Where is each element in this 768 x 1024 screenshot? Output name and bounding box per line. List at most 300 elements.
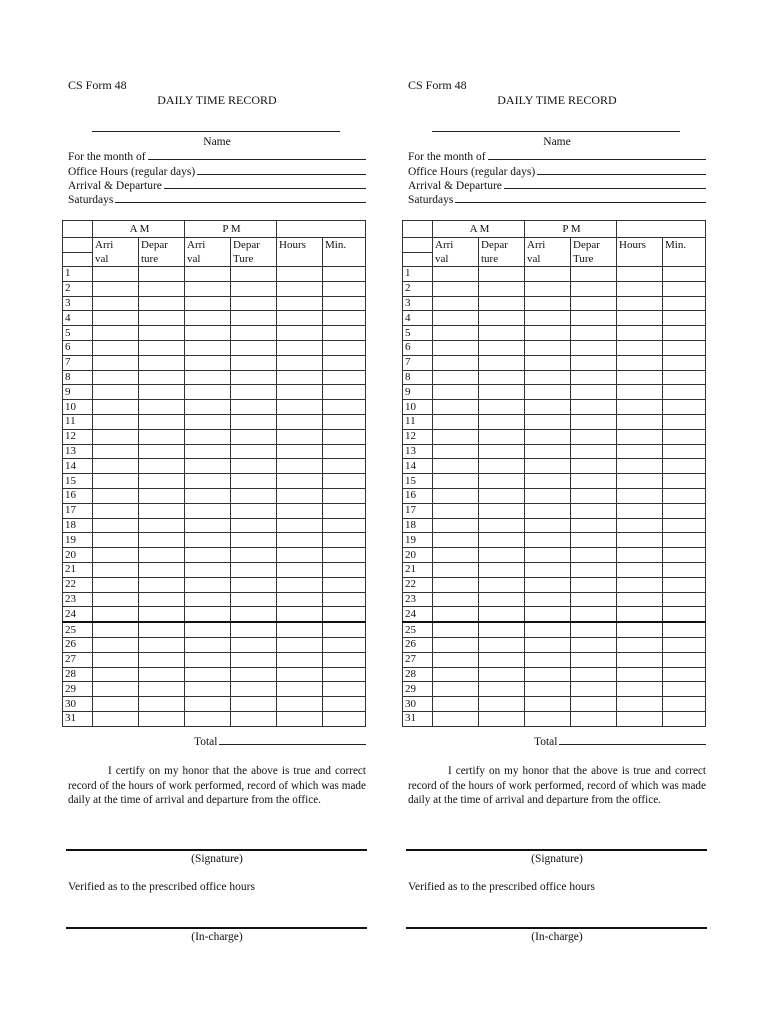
hours-cell[interactable]	[617, 548, 663, 563]
minutes-cell[interactable]	[663, 370, 706, 385]
pm-arrival-cell[interactable]	[525, 577, 571, 592]
pm-arrival-cell[interactable]	[185, 267, 231, 282]
pm-departure-cell[interactable]	[571, 548, 617, 563]
hours-cell[interactable]	[617, 711, 663, 726]
am-departure-cell[interactable]	[479, 667, 525, 682]
pm-departure-cell[interactable]	[571, 355, 617, 370]
minutes-cell[interactable]	[323, 562, 366, 577]
am-departure-cell[interactable]	[479, 652, 525, 667]
am-arrival-cell[interactable]	[93, 311, 139, 326]
pm-departure-cell[interactable]	[571, 592, 617, 607]
am-arrival-cell[interactable]	[433, 533, 479, 548]
pm-arrival-cell[interactable]	[185, 652, 231, 667]
minutes-cell[interactable]	[663, 414, 706, 429]
hours-cell[interactable]	[617, 267, 663, 282]
am-departure-cell[interactable]	[139, 652, 185, 667]
pm-arrival-cell[interactable]	[185, 385, 231, 400]
pm-arrival-cell[interactable]	[185, 697, 231, 712]
pm-arrival-cell[interactable]	[185, 518, 231, 533]
am-departure-cell[interactable]	[139, 562, 185, 577]
pm-arrival-cell[interactable]	[525, 355, 571, 370]
arrival-departure-field[interactable]	[68, 178, 366, 192]
am-departure-cell[interactable]	[479, 637, 525, 652]
pm-arrival-cell[interactable]	[185, 667, 231, 682]
am-arrival-cell[interactable]	[433, 577, 479, 592]
pm-departure-cell[interactable]	[231, 459, 277, 474]
am-departure-cell[interactable]	[479, 326, 525, 341]
pm-arrival-cell[interactable]	[185, 503, 231, 518]
am-departure-cell[interactable]	[479, 711, 525, 726]
am-departure-cell[interactable]	[139, 459, 185, 474]
pm-arrival-cell[interactable]	[525, 667, 571, 682]
minutes-cell[interactable]	[663, 340, 706, 355]
hours-cell[interactable]	[277, 429, 323, 444]
hours-cell[interactable]	[277, 459, 323, 474]
am-arrival-cell[interactable]	[433, 296, 479, 311]
minutes-cell[interactable]	[663, 592, 706, 607]
pm-departure-cell[interactable]	[571, 326, 617, 341]
pm-departure-cell[interactable]	[571, 340, 617, 355]
am-arrival-cell[interactable]	[433, 459, 479, 474]
incharge-line[interactable]	[66, 927, 367, 929]
hours-cell[interactable]	[617, 429, 663, 444]
am-departure-cell[interactable]	[139, 474, 185, 489]
minutes-cell[interactable]	[663, 296, 706, 311]
am-departure-cell[interactable]	[479, 488, 525, 503]
am-arrival-cell[interactable]	[93, 429, 139, 444]
hours-cell[interactable]	[617, 518, 663, 533]
am-departure-cell[interactable]	[139, 296, 185, 311]
pm-arrival-cell[interactable]	[185, 444, 231, 459]
minutes-cell[interactable]	[323, 311, 366, 326]
pm-departure-cell[interactable]	[571, 296, 617, 311]
hours-cell[interactable]	[277, 503, 323, 518]
hours-cell[interactable]	[277, 370, 323, 385]
pm-departure-cell[interactable]	[231, 622, 277, 637]
office-hours-field[interactable]	[68, 164, 366, 178]
minutes-cell[interactable]	[323, 281, 366, 296]
minutes-cell[interactable]	[663, 533, 706, 548]
pm-departure-cell[interactable]	[231, 503, 277, 518]
pm-departure-cell[interactable]	[231, 281, 277, 296]
hours-cell[interactable]	[277, 652, 323, 667]
hours-cell[interactable]	[617, 503, 663, 518]
pm-departure-cell[interactable]	[231, 385, 277, 400]
pm-arrival-cell[interactable]	[525, 326, 571, 341]
am-arrival-cell[interactable]	[433, 400, 479, 415]
saturdays-field[interactable]	[68, 192, 366, 206]
am-departure-cell[interactable]	[139, 326, 185, 341]
am-arrival-cell[interactable]	[93, 414, 139, 429]
pm-departure-cell[interactable]	[231, 697, 277, 712]
hours-cell[interactable]	[277, 592, 323, 607]
am-arrival-cell[interactable]	[433, 370, 479, 385]
hours-cell[interactable]	[617, 385, 663, 400]
am-arrival-cell[interactable]	[93, 340, 139, 355]
pm-departure-cell[interactable]	[571, 488, 617, 503]
minutes-cell[interactable]	[663, 667, 706, 682]
pm-departure-cell[interactable]	[571, 414, 617, 429]
pm-departure-cell[interactable]	[571, 562, 617, 577]
hours-cell[interactable]	[277, 296, 323, 311]
pm-departure-cell[interactable]	[571, 267, 617, 282]
am-departure-cell[interactable]	[139, 385, 185, 400]
pm-arrival-cell[interactable]	[525, 370, 571, 385]
am-arrival-cell[interactable]	[433, 637, 479, 652]
am-departure-cell[interactable]	[139, 667, 185, 682]
am-departure-cell[interactable]	[479, 474, 525, 489]
minutes-cell[interactable]	[323, 429, 366, 444]
pm-arrival-cell[interactable]	[185, 429, 231, 444]
hours-cell[interactable]	[277, 577, 323, 592]
pm-departure-cell[interactable]	[231, 577, 277, 592]
hours-cell[interactable]	[277, 637, 323, 652]
name-field[interactable]	[92, 131, 340, 132]
am-departure-cell[interactable]	[479, 281, 525, 296]
pm-arrival-cell[interactable]	[185, 370, 231, 385]
am-arrival-cell[interactable]	[93, 711, 139, 726]
pm-departure-cell[interactable]	[231, 267, 277, 282]
pm-departure-cell[interactable]	[571, 533, 617, 548]
pm-departure-cell[interactable]	[571, 652, 617, 667]
pm-departure-cell[interactable]	[571, 577, 617, 592]
pm-arrival-cell[interactable]	[525, 548, 571, 563]
pm-departure-cell[interactable]	[231, 429, 277, 444]
hours-cell[interactable]	[617, 311, 663, 326]
hours-cell[interactable]	[617, 622, 663, 637]
hours-cell[interactable]	[277, 548, 323, 563]
am-arrival-cell[interactable]	[433, 711, 479, 726]
am-departure-cell[interactable]	[139, 711, 185, 726]
am-arrival-cell[interactable]	[433, 414, 479, 429]
minutes-cell[interactable]	[663, 355, 706, 370]
am-arrival-cell[interactable]	[93, 444, 139, 459]
minutes-cell[interactable]	[323, 414, 366, 429]
am-departure-cell[interactable]	[139, 533, 185, 548]
pm-arrival-cell[interactable]	[525, 592, 571, 607]
minutes-cell[interactable]	[663, 488, 706, 503]
pm-departure-cell[interactable]	[571, 311, 617, 326]
pm-departure-cell[interactable]	[571, 503, 617, 518]
am-departure-cell[interactable]	[479, 592, 525, 607]
am-departure-cell[interactable]	[139, 281, 185, 296]
am-departure-cell[interactable]	[479, 370, 525, 385]
minutes-cell[interactable]	[663, 711, 706, 726]
pm-departure-cell[interactable]	[571, 385, 617, 400]
pm-arrival-cell[interactable]	[525, 503, 571, 518]
minutes-cell[interactable]	[323, 340, 366, 355]
hours-cell[interactable]	[617, 370, 663, 385]
hours-cell[interactable]	[277, 474, 323, 489]
pm-departure-cell[interactable]	[231, 400, 277, 415]
hours-cell[interactable]	[617, 296, 663, 311]
am-arrival-cell[interactable]	[93, 682, 139, 697]
pm-departure-cell[interactable]	[231, 340, 277, 355]
pm-departure-cell[interactable]	[571, 518, 617, 533]
pm-departure-cell[interactable]	[231, 326, 277, 341]
am-arrival-cell[interactable]	[433, 281, 479, 296]
minutes-cell[interactable]	[323, 488, 366, 503]
am-departure-cell[interactable]	[479, 311, 525, 326]
name-field[interactable]	[432, 131, 680, 132]
am-arrival-cell[interactable]	[93, 592, 139, 607]
pm-arrival-cell[interactable]	[185, 622, 231, 637]
minutes-cell[interactable]	[323, 607, 366, 622]
pm-arrival-cell[interactable]	[525, 533, 571, 548]
minutes-cell[interactable]	[323, 326, 366, 341]
minutes-cell[interactable]	[663, 518, 706, 533]
pm-arrival-cell[interactable]	[525, 518, 571, 533]
am-arrival-cell[interactable]	[93, 326, 139, 341]
hours-cell[interactable]	[277, 697, 323, 712]
pm-arrival-cell[interactable]	[525, 340, 571, 355]
pm-departure-cell[interactable]	[571, 474, 617, 489]
pm-arrival-cell[interactable]	[185, 281, 231, 296]
arrival-departure-field[interactable]	[408, 178, 706, 192]
am-arrival-cell[interactable]	[433, 267, 479, 282]
month-field[interactable]	[408, 149, 706, 163]
am-arrival-cell[interactable]	[93, 488, 139, 503]
am-departure-cell[interactable]	[139, 592, 185, 607]
am-departure-cell[interactable]	[139, 607, 185, 622]
am-arrival-cell[interactable]	[93, 385, 139, 400]
am-arrival-cell[interactable]	[93, 533, 139, 548]
pm-arrival-cell[interactable]	[525, 607, 571, 622]
am-departure-cell[interactable]	[479, 267, 525, 282]
minutes-cell[interactable]	[663, 267, 706, 282]
pm-departure-cell[interactable]	[231, 592, 277, 607]
am-departure-cell[interactable]	[139, 548, 185, 563]
signature-line[interactable]	[66, 849, 367, 851]
hours-cell[interactable]	[617, 682, 663, 697]
pm-arrival-cell[interactable]	[525, 697, 571, 712]
pm-arrival-cell[interactable]	[185, 682, 231, 697]
pm-arrival-cell[interactable]	[185, 311, 231, 326]
pm-departure-cell[interactable]	[231, 488, 277, 503]
am-arrival-cell[interactable]	[93, 697, 139, 712]
hours-cell[interactable]	[277, 385, 323, 400]
am-departure-cell[interactable]	[139, 682, 185, 697]
pm-departure-cell[interactable]	[571, 281, 617, 296]
hours-cell[interactable]	[617, 444, 663, 459]
pm-arrival-cell[interactable]	[185, 474, 231, 489]
am-departure-cell[interactable]	[479, 400, 525, 415]
hours-cell[interactable]	[617, 592, 663, 607]
am-arrival-cell[interactable]	[433, 548, 479, 563]
hours-cell[interactable]	[617, 459, 663, 474]
minutes-cell[interactable]	[663, 652, 706, 667]
hours-cell[interactable]	[277, 326, 323, 341]
hours-cell[interactable]	[617, 577, 663, 592]
pm-arrival-cell[interactable]	[525, 429, 571, 444]
minutes-cell[interactable]	[663, 697, 706, 712]
pm-arrival-cell[interactable]	[525, 267, 571, 282]
minutes-cell[interactable]	[323, 533, 366, 548]
am-departure-cell[interactable]	[139, 267, 185, 282]
pm-arrival-cell[interactable]	[185, 577, 231, 592]
pm-departure-cell[interactable]	[571, 370, 617, 385]
am-departure-cell[interactable]	[139, 340, 185, 355]
hours-cell[interactable]	[617, 533, 663, 548]
month-field[interactable]	[68, 149, 366, 163]
minutes-cell[interactable]	[663, 577, 706, 592]
minutes-cell[interactable]	[323, 697, 366, 712]
saturdays-field[interactable]	[408, 192, 706, 206]
pm-arrival-cell[interactable]	[525, 622, 571, 637]
am-departure-cell[interactable]	[479, 622, 525, 637]
pm-arrival-cell[interactable]	[185, 562, 231, 577]
pm-departure-cell[interactable]	[231, 711, 277, 726]
am-arrival-cell[interactable]	[433, 385, 479, 400]
minutes-cell[interactable]	[663, 622, 706, 637]
am-arrival-cell[interactable]	[93, 459, 139, 474]
hours-cell[interactable]	[617, 652, 663, 667]
pm-departure-cell[interactable]	[231, 311, 277, 326]
pm-departure-cell[interactable]	[571, 429, 617, 444]
total-field[interactable]	[534, 736, 706, 748]
am-arrival-cell[interactable]	[93, 607, 139, 622]
am-arrival-cell[interactable]	[433, 652, 479, 667]
minutes-cell[interactable]	[663, 311, 706, 326]
hours-cell[interactable]	[617, 414, 663, 429]
office-hours-field[interactable]	[408, 164, 706, 178]
minutes-cell[interactable]	[663, 281, 706, 296]
pm-arrival-cell[interactable]	[525, 385, 571, 400]
am-departure-cell[interactable]	[139, 488, 185, 503]
am-arrival-cell[interactable]	[93, 281, 139, 296]
minutes-cell[interactable]	[323, 577, 366, 592]
hours-cell[interactable]	[277, 400, 323, 415]
pm-departure-cell[interactable]	[571, 459, 617, 474]
pm-arrival-cell[interactable]	[525, 711, 571, 726]
minutes-cell[interactable]	[323, 296, 366, 311]
pm-arrival-cell[interactable]	[525, 652, 571, 667]
hours-cell[interactable]	[617, 488, 663, 503]
pm-arrival-cell[interactable]	[525, 444, 571, 459]
minutes-cell[interactable]	[323, 474, 366, 489]
am-arrival-cell[interactable]	[433, 503, 479, 518]
pm-arrival-cell[interactable]	[525, 488, 571, 503]
am-arrival-cell[interactable]	[433, 622, 479, 637]
hours-cell[interactable]	[617, 355, 663, 370]
pm-arrival-cell[interactable]	[185, 533, 231, 548]
am-departure-cell[interactable]	[139, 622, 185, 637]
am-arrival-cell[interactable]	[433, 326, 479, 341]
am-departure-cell[interactable]	[479, 548, 525, 563]
hours-cell[interactable]	[277, 488, 323, 503]
pm-departure-cell[interactable]	[571, 682, 617, 697]
minutes-cell[interactable]	[323, 444, 366, 459]
am-departure-cell[interactable]	[479, 355, 525, 370]
pm-departure-cell[interactable]	[571, 622, 617, 637]
minutes-cell[interactable]	[323, 622, 366, 637]
minutes-cell[interactable]	[323, 682, 366, 697]
pm-departure-cell[interactable]	[231, 355, 277, 370]
am-departure-cell[interactable]	[479, 533, 525, 548]
minutes-cell[interactable]	[663, 459, 706, 474]
hours-cell[interactable]	[277, 667, 323, 682]
minutes-cell[interactable]	[663, 474, 706, 489]
hours-cell[interactable]	[277, 355, 323, 370]
hours-cell[interactable]	[277, 562, 323, 577]
am-arrival-cell[interactable]	[93, 652, 139, 667]
pm-arrival-cell[interactable]	[185, 607, 231, 622]
pm-arrival-cell[interactable]	[185, 548, 231, 563]
pm-departure-cell[interactable]	[231, 414, 277, 429]
minutes-cell[interactable]	[323, 370, 366, 385]
am-departure-cell[interactable]	[139, 429, 185, 444]
am-departure-cell[interactable]	[139, 370, 185, 385]
minutes-cell[interactable]	[323, 667, 366, 682]
pm-departure-cell[interactable]	[571, 444, 617, 459]
hours-cell[interactable]	[617, 400, 663, 415]
pm-departure-cell[interactable]	[231, 518, 277, 533]
pm-arrival-cell[interactable]	[185, 592, 231, 607]
hours-cell[interactable]	[617, 340, 663, 355]
am-arrival-cell[interactable]	[93, 518, 139, 533]
minutes-cell[interactable]	[663, 682, 706, 697]
minutes-cell[interactable]	[323, 592, 366, 607]
minutes-cell[interactable]	[323, 400, 366, 415]
hours-cell[interactable]	[617, 474, 663, 489]
pm-arrival-cell[interactable]	[185, 326, 231, 341]
signature-line[interactable]	[406, 849, 707, 851]
am-arrival-cell[interactable]	[433, 697, 479, 712]
pm-departure-cell[interactable]	[231, 667, 277, 682]
hours-cell[interactable]	[277, 607, 323, 622]
pm-arrival-cell[interactable]	[525, 400, 571, 415]
am-arrival-cell[interactable]	[93, 474, 139, 489]
am-departure-cell[interactable]	[479, 340, 525, 355]
pm-departure-cell[interactable]	[231, 296, 277, 311]
pm-arrival-cell[interactable]	[525, 296, 571, 311]
minutes-cell[interactable]	[663, 607, 706, 622]
pm-departure-cell[interactable]	[571, 637, 617, 652]
am-departure-cell[interactable]	[479, 429, 525, 444]
minutes-cell[interactable]	[663, 385, 706, 400]
am-arrival-cell[interactable]	[433, 592, 479, 607]
minutes-cell[interactable]	[663, 562, 706, 577]
minutes-cell[interactable]	[663, 326, 706, 341]
pm-arrival-cell[interactable]	[185, 637, 231, 652]
am-departure-cell[interactable]	[479, 296, 525, 311]
pm-arrival-cell[interactable]	[185, 400, 231, 415]
pm-departure-cell[interactable]	[231, 637, 277, 652]
am-departure-cell[interactable]	[139, 444, 185, 459]
am-arrival-cell[interactable]	[93, 562, 139, 577]
am-arrival-cell[interactable]	[93, 548, 139, 563]
am-arrival-cell[interactable]	[93, 355, 139, 370]
pm-arrival-cell[interactable]	[525, 414, 571, 429]
pm-arrival-cell[interactable]	[525, 281, 571, 296]
am-arrival-cell[interactable]	[433, 488, 479, 503]
pm-departure-cell[interactable]	[231, 444, 277, 459]
pm-departure-cell[interactable]	[231, 652, 277, 667]
pm-departure-cell[interactable]	[231, 562, 277, 577]
am-arrival-cell[interactable]	[433, 682, 479, 697]
am-departure-cell[interactable]	[479, 697, 525, 712]
am-departure-cell[interactable]	[479, 607, 525, 622]
pm-arrival-cell[interactable]	[185, 711, 231, 726]
hours-cell[interactable]	[617, 281, 663, 296]
hours-cell[interactable]	[277, 682, 323, 697]
minutes-cell[interactable]	[663, 444, 706, 459]
pm-arrival-cell[interactable]	[525, 682, 571, 697]
pm-departure-cell[interactable]	[231, 682, 277, 697]
am-departure-cell[interactable]	[479, 503, 525, 518]
am-departure-cell[interactable]	[139, 577, 185, 592]
pm-departure-cell[interactable]	[231, 370, 277, 385]
